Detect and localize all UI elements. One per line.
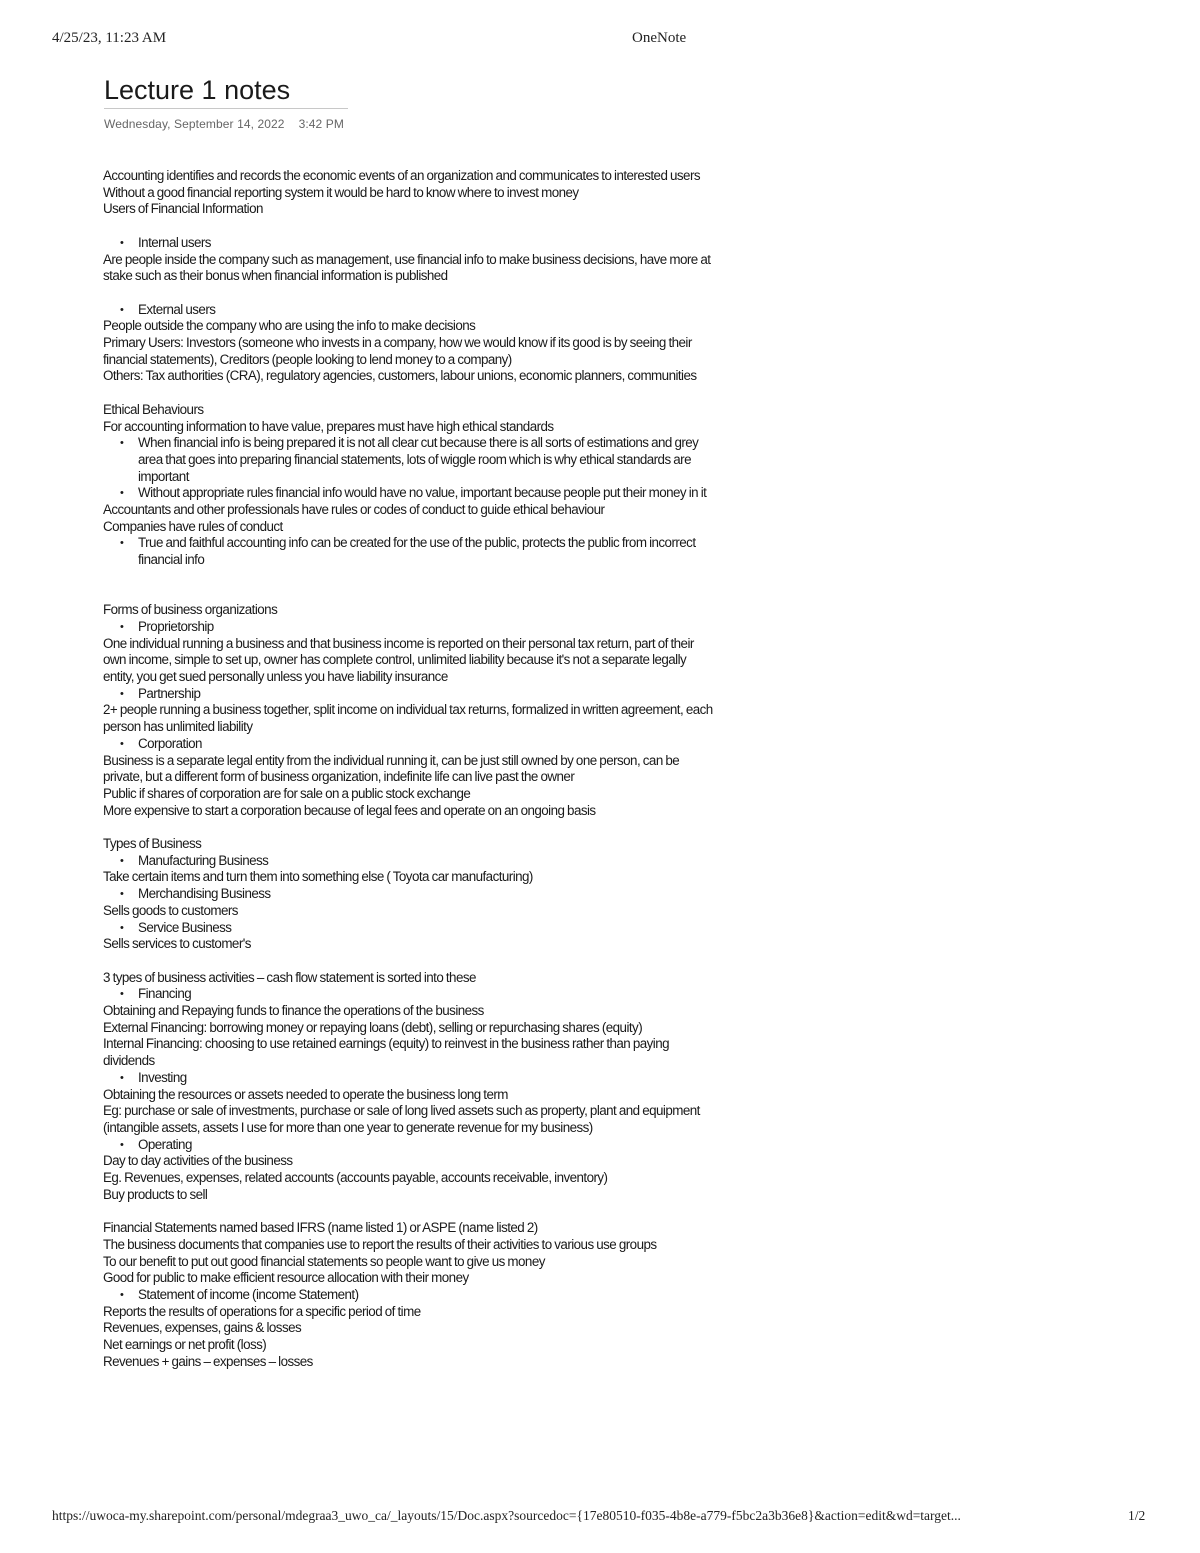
paragraph: Business is a separate legal entity from the individual running it, can be just still owned by one person, can be private, but a different form of business organization, indefinite life can live past the owner xyxy=(103,752,680,785)
paragraph: 2+ people running a business together, split income on individual tax returns, formalized in written agreement, each person has unlimited liability xyxy=(103,702,713,735)
paragraph: Primary Users: Investors (someone who invests in a company, how we would know if its good is by seeing their financial statements), Creditors (people looking to lend money to a company) xyxy=(103,335,692,367)
bullet-item: • External users xyxy=(103,302,715,319)
bullet-item: • Operating xyxy=(103,1137,715,1154)
paragraph: Are people inside the company such as management, use financial info to make business decisions, have more at stake such as their bonus when financial information is published xyxy=(103,251,711,284)
bullet-item: • Statement of income (income Statement) xyxy=(103,1287,715,1304)
paragraph: Obtaining and Repaying funds to finance the operations of the business xyxy=(103,1003,484,1019)
paragraph: For accounting information to have value, prepares must have high ethical standards xyxy=(103,418,554,434)
paragraph: Internal Financing: choosing to use retained earnings (equity) to reinvest in the business rather than paying dividends xyxy=(103,1036,670,1069)
print-footer-page-number: 1/2 xyxy=(1128,1508,1146,1523)
bullet-item: • When financial info is being prepared it is not all clear cut because there is all sorts of estimations and grey area that goes into preparing financial statements, lots of wiggle room which is why ethical standards are important xyxy=(103,435,715,485)
paragraph: Eg: purchase or sale of investments, purchase or sale of long lived assets such as property, plant and equipment (intangible assets, assets I use for more than one year to generate revenue for my business) xyxy=(103,1103,700,1135)
print-header-datetime: 4/25/23, 11:23 AM xyxy=(52,30,167,46)
note-created-timestamp xyxy=(104,117,348,131)
blank-line xyxy=(103,1204,715,1221)
paragraph: Users of Financial Information xyxy=(103,201,263,217)
note-date: Wednesday, September 14, 2022 xyxy=(104,117,285,131)
bullet-item: • True and faithful accounting info can be created for the use of the public, protects the public from incorrect financial info xyxy=(103,535,715,568)
note-time: 3:42 PM xyxy=(298,117,344,131)
print-footer-url: https://uwoca-my.sharepoint.com/personal/mdegraa3_uwo_ca/_layouts/15/Doc.aspx?sourcedoc={17e80510-f035-4b8e-a779-f5bc2a3b36e8}&action=edit&wd=target... xyxy=(52,1508,961,1523)
page-title[interactable]: Lecture 1 notes xyxy=(104,74,348,109)
paragraph: Financial Statements named based IFRS (name listed 1) or ASPE (name listed 2) xyxy=(103,1220,538,1236)
blank-line xyxy=(103,385,715,402)
paragraph: Day to day activities of the business xyxy=(103,1153,293,1169)
paragraph: Buy products to sell xyxy=(103,1186,208,1202)
paragraph: Others: Tax authorities (CRA), regulatory agencies, customers, labour unions, economic planners, communities xyxy=(103,368,697,384)
paragraph: Revenues + gains – expenses – losses xyxy=(103,1353,313,1369)
paragraph: Without a good financial reporting system it would be hard to know where to invest money xyxy=(103,184,579,200)
bullet-item: • Corporation xyxy=(103,736,715,753)
paragraph: 3 types of business activities – cash flow statement is sorted into these xyxy=(103,969,476,985)
paragraph: Forms of business organizations xyxy=(103,602,278,618)
bullet-item: • Service Business xyxy=(103,920,715,937)
paragraph: To our benefit to put out good financial statements so people want to give us money xyxy=(103,1253,545,1269)
paragraph: Take certain items and turn them into something else ( Toyota car manufacturing) xyxy=(103,869,533,885)
note-title-block xyxy=(104,74,348,131)
blank-line xyxy=(103,819,715,836)
paragraph: Accounting identifies and records the economic events of an organization and communicates to interested users xyxy=(103,168,701,183)
paragraph: People outside the company who are using the info to make decisions xyxy=(103,318,476,334)
bullet-item: • Internal users xyxy=(103,235,715,252)
paragraph: Revenues, expenses, gains & losses xyxy=(103,1320,302,1336)
note-body[interactable] xyxy=(103,168,715,1371)
paragraph: Eg. Revenues, expenses, related accounts (accounts payable, accounts receivable, inventory) xyxy=(103,1170,608,1186)
paragraph: Companies have rules of conduct xyxy=(103,518,283,534)
paragraph: Sells services to customer's xyxy=(103,936,251,952)
bullet-item: • Investing xyxy=(103,1070,715,1087)
paragraph: Accountants and other professionals have rules or codes of conduct to guide ethical behaviour xyxy=(103,502,605,518)
blank-line xyxy=(103,569,715,602)
paragraph: Ethical Behaviours xyxy=(103,401,204,417)
paragraph: More expensive to start a corporation because of legal fees and operate on an ongoing basis xyxy=(103,802,596,818)
paragraph: Sells goods to customers xyxy=(103,902,238,918)
paragraph: Obtaining the resources or assets needed to operate the business long term xyxy=(103,1086,508,1102)
blank-line xyxy=(103,218,715,235)
paragraph: One individual running a business and that business income is reported on their personal tax return, part of their own income, simple to set up, owner has complete control, unlimited liability because it's not a separate legally entity, you get sued personally unless you have liability insurance xyxy=(103,635,694,685)
bullet-item: • Manufacturing Business xyxy=(103,853,715,870)
paragraph: Good for public to make efficient resource allocation with their money xyxy=(103,1270,469,1286)
paragraph: Public if shares of corporation are for sale on a public stock exchange xyxy=(103,785,471,801)
bullet-item: • Partnership xyxy=(103,686,715,703)
print-header-app-name: OneNote xyxy=(632,30,687,46)
paragraph: Types of Business xyxy=(103,836,202,852)
paragraph: Reports the results of operations for a specific period of time xyxy=(103,1303,421,1319)
bullet-item: • Financing xyxy=(103,986,715,1003)
paragraph: Net earnings or net profit (loss) xyxy=(103,1337,267,1353)
bullet-item: • Without appropriate rules financial info would have no value, important because people put their money in it xyxy=(103,485,715,502)
blank-line xyxy=(103,285,715,302)
bullet-item: • Merchandising Business xyxy=(103,886,715,903)
blank-line xyxy=(103,953,715,970)
paragraph: The business documents that companies use to report the results of their activities to various use groups xyxy=(103,1236,657,1252)
paragraph: External Financing: borrowing money or repaying loans (debt), selling or repurchasing shares (equity) xyxy=(103,1019,643,1035)
bullet-item: • Proprietorship xyxy=(103,619,715,636)
